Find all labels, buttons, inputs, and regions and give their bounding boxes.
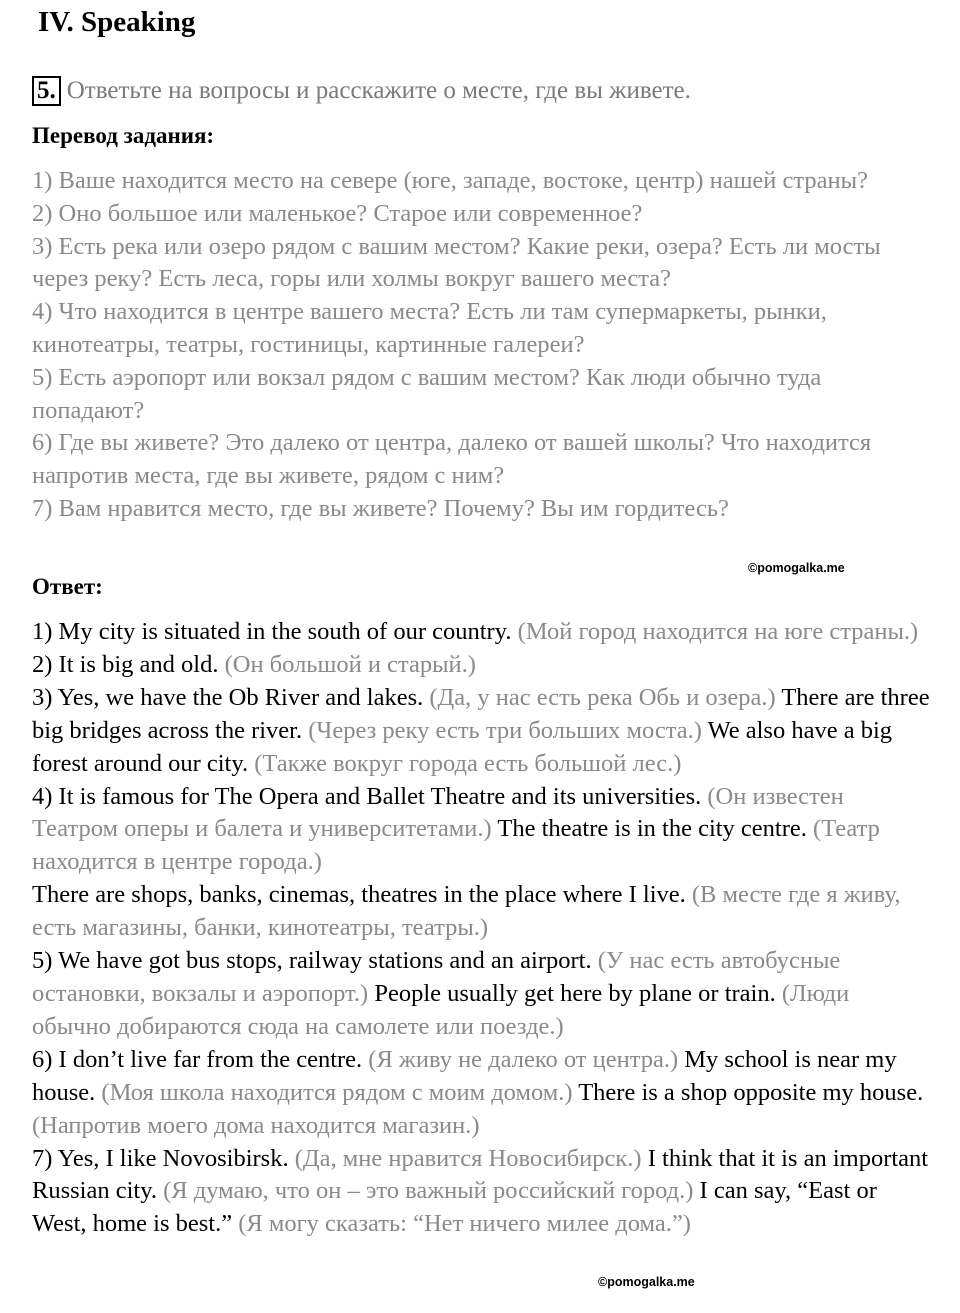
question-item: 2) Оно большое или маленькое? Старое или современное? (32, 199, 643, 227)
answer-item-2 (32, 649, 932, 682)
answer-item-6 (32, 1044, 932, 1143)
answer-label: Ответ: (32, 574, 103, 599)
answer-russian: (Я думаю, что он – это важный российский город.) (163, 1177, 694, 1205)
answer-russian: (Он известен Театром оперы и балета и университетами.) (32, 782, 844, 843)
question-item: 3) Есть река или озеро рядом с вашим местом? Какие реки, озера? Есть ли мосты через реку? Есть леса, горы или холмы вокруг вашего места? (32, 232, 881, 293)
answer-russian: (У нас есть автобусные остановки, вокзалы и аэропорт.) (32, 947, 841, 1007)
answer-russian: (Да, у нас есть река Обь и озера.) (429, 683, 776, 711)
answer-item-1 (32, 616, 932, 649)
answer-english: 7) Yes, I like Novosibirsk. (32, 1144, 289, 1172)
answer-english: The theatre is in the city centre. (497, 815, 807, 843)
answer-english: People usually get here by plane or train. (374, 979, 776, 1007)
answer-english: We also have a big forest around our city. (32, 716, 893, 777)
answer-russian: (Я могу сказать: “Нет ничего милее дома.”) (238, 1210, 691, 1238)
answer-russian: (Люди обычно добираются сюда на самолете или поезде.) (32, 979, 850, 1040)
answer-item-4 (32, 781, 932, 880)
task-number-box: 5. (32, 76, 61, 106)
answer-english: I can say, “East or West, home is best.” (32, 1177, 877, 1238)
answer-english: 5) We have got bus stops, railway stations and an airport. (32, 947, 592, 975)
answer-russian: (Моя школа находится рядом с моим домом.) (101, 1078, 573, 1106)
translation-label: Перевод задания: (32, 123, 215, 148)
answers-block (32, 616, 932, 1241)
task-text: Ответьте на вопросы и расскажите о месте, где вы живете. (66, 77, 691, 104)
answer-item-3 (32, 682, 932, 781)
answer-english: 2) It is big and old. (32, 650, 219, 678)
answer-english: There are shops, banks, cinemas, theatres in the place where I live. (32, 881, 686, 909)
answer-russian: (Я живу не далеко от центра.) (368, 1045, 679, 1073)
question-item: 4) Что находится в центре вашего места? Есть ли там супермаркеты, рынки, кинотеатры, театры, гостиницы, картинные галереи? (32, 298, 827, 358)
answer-english: There are three big bridges across the river. (32, 683, 930, 744)
answer-russian: (Через реку есть три больших моста.) (308, 716, 702, 744)
answer-english: There is a shop opposite my house. (578, 1078, 924, 1106)
task-statement (32, 74, 691, 108)
answer-english: 6) I don’t live far from the centre. (32, 1045, 363, 1073)
answer-item-5 (32, 945, 932, 1044)
answer-english: 1) My city is situated in the south of our country. (32, 618, 512, 645)
answer-item-7 (32, 1143, 932, 1242)
answer-russian: (Напротив моего дома находится магазин.) (32, 1111, 480, 1139)
question-item: 7) Вам нравится место, где вы живете? Почему? Вы им гордитесь? (32, 494, 729, 522)
answer-russian: (Мой город находится на юге страны.) (517, 618, 919, 645)
answer-item-4-cont (32, 879, 932, 945)
watermark: ©pomogalka.me (598, 1275, 695, 1289)
answer-russian: (Да, мне нравится Новосибирск.) (294, 1144, 642, 1172)
question-item: 1) Ваше находится место на севере (юге, западе, востоке, центр) нашей страны? (32, 167, 868, 194)
watermark: ©pomogalka.me (748, 561, 845, 575)
questions-list (32, 165, 932, 526)
answer-english: 3) Yes, we have the Ob River and lakes. (32, 683, 424, 711)
question-item: 5) Есть аэропорт или вокзал рядом с вашим местом? Как люди обычно туда попадают? (32, 363, 822, 424)
answer-english: I think that it is an important Russian city. (32, 1144, 929, 1205)
answer-russian: (Театр находится в центре города.) (32, 815, 880, 876)
answer-russian: (В месте где я живу, есть магазины, банки, кинотеатры, театры.) (32, 881, 901, 942)
answer-russian: (Он большой и старый.) (224, 650, 476, 678)
question-item: 6) Где вы живете? Это далеко от центра, далеко от вашей школы? Что находится напротив места, где вы живете, рядом с ним? (32, 429, 872, 490)
answer-english: My school is near my house. (32, 1045, 897, 1106)
section-title: IV. Speaking (38, 6, 196, 38)
answer-english: 4) It is famous for The Opera and Ballet Theatre and its universities. (32, 782, 702, 810)
answer-russian: (Также вокруг города есть большой лес.) (254, 749, 682, 777)
